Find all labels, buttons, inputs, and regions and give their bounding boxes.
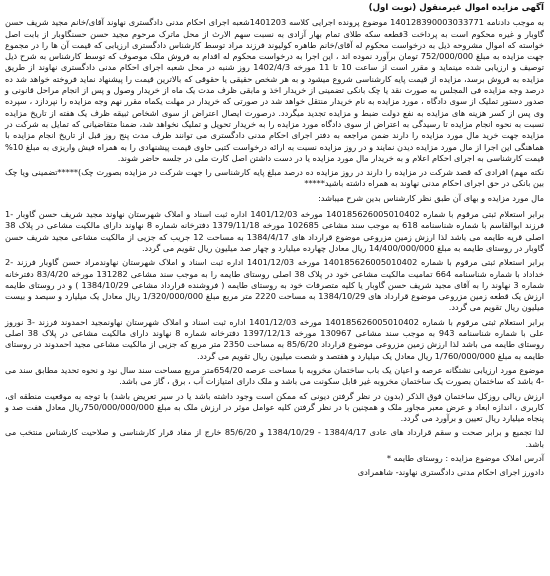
notice-title: آگهی مزایده اموال غیرمنقول (نوبت اول) xyxy=(368,3,544,13)
property-item-2: برابر استعلام ثبتی مرقوم با شماره 140185626005010402 مورخه 1401/12/03 اداره ثبت اسناد و املاک شهرستان نهاوندمراد حسن گاوبار فرزند -2 خداداد با شماره شناسنامه 664 تمامیت مالکیت مشاعی خود در پلاک 38 اصلی روستای طایمه را به موجب سند مشاعی 131282 مورخه 83/4/20 دفترخانه شماره 3 نهاوند را به آقای مجید شریف حسن گاوبار یا کلیه متصرفات خود به روستای طایمه ( فروشنده قرارداد مشاعی 1384/10/29 ) و در روستای طایمه ارزش یک قطعه زمین مزروعی موضوع قرارداد های 1384/10/29 به مساحت 2220 متر مربع مبلغ 1/320/000/000 ریال معادل یک میلیارد و سیصد و بیست میلیون ریال تقویم می گردد. xyxy=(5,257,545,313)
notice-intro-paragraph: به موجب دادنامه 140128390003033771 موضوع پرونده اجرایی کلاسه 1401203شعبه اجرای احکام مدنی دادگستری نهاوند آقای/خانم مجید شریف حسن گاوبار و غیره محکوم است به پرداخت 3قطعه سکه طلای تمام بهار آزادی به نسبت سهم الارث از محل ماترک مرحوم مجید حسن حسنگاوبار از بابت اصل خواسته که اموال مشروحه ذیل به درخواست محکوم له آقای/خانم طاهره کولیوند فرزند مراد توسط کارشناس دادگستری ارزیابی که قیمت آن ها را در مجموع جهت مزایده به مبلغ 752/000/000 تومان برآورد نموده اند ، این اجرا به درخواست محکوم له اقدام به فروش ملک موصوف که توسط کارشناس به شرح ذیل توصیف و ارزیابی شده مینماید و مقرر است از ساعت 10 تا 11 مورخه 1402/4/3 روز شنبه در محل شعبه اجرای احکام مدنی دادگستری نهاوند از طریق مزایده به فروش برسد، مزایده از قیمت پایه کارشناسی شروع میشود و به هر شخص حقیقی یا حقوقی که بالاترین قیمت را پیشنهاد نماید فروخته خواهد شد ده درصد وجه مزایده فی المجلس به صورت نقد یا چک بانکی تضمینی از خریدار اخذ و مابقی ظرف مدت یک ماه از خریدار وصول و پس از انجام مراحل قانونی و صدور دستور تملیک از سوی دادگاه ، مورد مزایده به نام خریدار منتقل خواهد شد در صورتی که خریدار در مهلت یکماه مقرر نهم وجه مزایده را نپردازد ، سپرده وی پس از کسر هزینه های مزایده به نفع دولت ضبط و مزایده تجدید میگردد. درصورت ایصال اعتراض از سوی اشخاص ثبیقه ظرف یک هفته از تاریخ مزایده نسبت به نحوه انجام مزایده تا رسیدگی به اعتراض از سوی دادگاه مورد مزایده را به خریدار تحویل و تملیک نخواهد شد، ضمنا متقاضیانی که تمایل به شرکت در مزایده جهت خرید مال مورد مزایده را دارند ضمن مراجعه به دفتر اجرای احکام مدنی دادگستری می توانند ظرف مدت پنج روز قبل از تاریخ انجام مزایده با هماهنگی این اجرا از مال مورد مزایده دیدن نمایند و در روز مزایده نسبت به ارائه درخواست کتبی حاوی قیمت پیشنهادی را به همراه فیش واریزی به مبلغ 10% قیمت کارشناسی به اجرای احکام اعلام و به خریدار مال مورد مزایده یا در دست داشتن اصل کارت ملی در جلسه حاضر شوند. xyxy=(5,17,545,163)
property-item-3: برابر استعلام ثبتی مرقوم با شماره 140185626005010402 مورخه 1401/12/03 اداره ثبت اسناد و املاک شهرستان نهاونمجید احمدوند فرزند -3 نوروز علی با شماره شناسنامه 943 به موجب سند مشاعی 130967 مورخه 1397/12/13 دفترخانه شماره 8 نهاوند دارای مالکیت مشاعی در پلاک 38 اصلی روستای طایمه می باشد لذا ارزش زمین مزروعی موضوع قرارداد 85/6/20 به مساحت 2350 متر مربع که جزیی از مالکیت مشاعی مجید احمدوند در روستای طایمه به مبلغ 1/760/000/000 ریال معادل یک میلیارد و هفتصد و شصت میلیون ریال تقویم می گردد. xyxy=(5,316,545,361)
signature-line: دادورز اجرای احکام مدنی دادگستری نهاوند- شاهمرادی xyxy=(357,467,544,478)
contracts-paragraph: لذا تجمیع و برابر صحت و سقم قرارداد های عادی 1384/4/17 - 1384/10/29 و 85/6/20 خارج از مفاد قرار کارشناسی و صلاحیت کارشناس منتخب می باشد. xyxy=(5,427,545,449)
property-heading: مال مورد مزایده و بهای آن طبق نظر کارشناس بدین شرح میباشد: xyxy=(318,192,544,203)
property-item-4: موضوع مورد ارزیابی نشتگانه عرصه و اعیان یک باب ساختمان مخروبه با مساحت عرصه 654/20متر مربع مساحت سند سال نود و نحوه تحدید مطابق سند می -4 باشد که ساختمان بصورت یک ساختمان مخروبه غیر قابل سکونت می باشد و ملک دارای امتیازات آب ، برق ، گاز می باشد. xyxy=(5,364,544,387)
address-line: آدرس املاک موضوع مزایده : روستای طایمه * xyxy=(386,452,544,463)
property-item-1: برابر استعلام ثبتی مرقوم با شماره 140185626005010402 مورخه 1401/12/03 اداره ثبت اسناد و املاک شهرستان نهاوند مجید شریف حسن گاوبار -1 فرزند ابوالقاسم با شماره شناسنامه 618 به موجب سند مشاعی 102685 مورخه 1379/11/18 دفترخانه شماره 8 نهاوند دارای مالکیت مشاعی در پلاک 38 اصلی قریه طایمه می باشد لذا ارزش زمین مزروعی موضوع قرارداد های 1384/4/17 به مساحت 12 جریب که جزیی از مالکیت مشاعی مجید شریف حسن گاوبار در روستای طایمه به مبلغ 14/400/000/000 ریال معادل چهارده میلیارد و چهار صد میلیون ریال تقویم می گردد. xyxy=(5,209,544,253)
valuation-paragraph: ارزش ریالی روزکل ساختمان فوق الذکر (بدون در نظر گرفتن دیونی که ممکن است وجود داشته باشد یا در سیر تعریض باشد) با توجه به موقعیت منطقه ای، کاربری ، اندازه ابعاد و عرض معبر مجاور ملک و همچنین با در نظر گرفتن کلیه عوامل موثر در ارزش ملک به مبلغ 750/000/000/000ریال معادل هفت صد و پنجاه میلیارد ریال تعیین و برآورد می گردد. xyxy=(5,390,544,424)
important-note-paragraph: نکته مهم) افرادی که قصد شرکت در مزایده را دارند در روز مزایده ده درصد مبلغ پایه کارشناسی را جهت شرکت در مزایده بصورت چک)*****تضمینی ویا چک بین بانکی در حق اجرای احکام مدنی نهاوند به همراه داشته باشید***** xyxy=(5,167,544,189)
